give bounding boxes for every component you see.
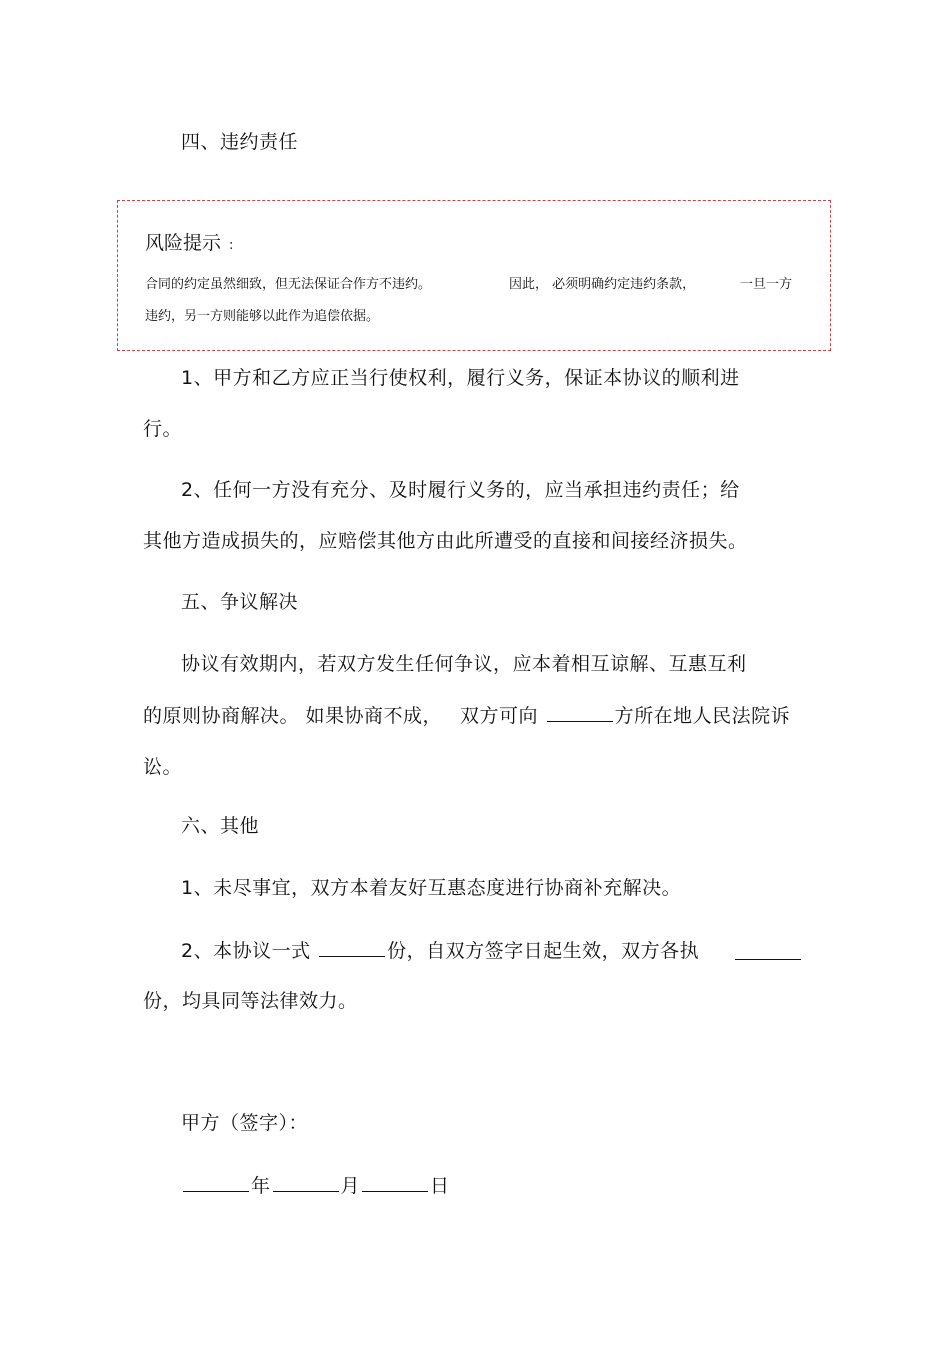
party-a-signature-label: 甲方（签字）： (181, 1112, 309, 1134)
section-5-heading: 五、争议解决 (181, 591, 299, 613)
clause-6-2a: 2、本协议一式 (181, 940, 311, 962)
clause-6-1: 1、未尽事宜，双方本着友好互惠态度进行协商补充解决。 (181, 877, 682, 899)
day-label: 日 (430, 1175, 450, 1197)
risk-tip-line-1b: 因此， 必须明确约定违约条款， (509, 277, 696, 292)
copies-total-blank[interactable] (319, 938, 385, 957)
section-4-heading: 四、违约责任 (181, 131, 299, 153)
year-blank[interactable] (183, 1173, 249, 1192)
risk-tip-line-1a: 合同的约定虽然细致，但无法保证合作方不违约。 (145, 277, 432, 292)
clause-6-2b: 份，自双方签字日起生效，双方各执 (387, 940, 700, 962)
court-location-blank[interactable] (547, 703, 613, 722)
risk-tip-title-text: 风险提示 (145, 232, 222, 254)
dispute-para-line-2a: 的原则协商解决。 如果协商不成， (143, 705, 443, 727)
copies-each-blank[interactable] (735, 941, 801, 960)
day-blank[interactable] (362, 1173, 428, 1192)
risk-tip-box (117, 200, 831, 351)
dispute-para-line-2 (143, 703, 790, 728)
month-blank[interactable] (273, 1173, 339, 1192)
year-label: 年 (251, 1175, 271, 1197)
clause-4-1-line-1: 1、甲方和乙方应正当行使权利，履行义务，保证本协议的顺利进 (181, 367, 740, 389)
risk-tip-colon: : (229, 238, 234, 253)
risk-tip-line-2: 违约，另一方则能够以此作为追偿依据。 (145, 309, 380, 324)
section-6-heading: 六、其他 (181, 815, 260, 837)
risk-tip-line-1c: 一旦一方 (740, 277, 793, 292)
clause-4-2-line-1: 2、任何一方没有充分、及时履行义务的，应当承担违约责任；给 (181, 479, 740, 501)
clause-6-2-line-1 (181, 938, 699, 963)
signature-date-line (181, 1173, 450, 1198)
month-label: 月 (340, 1175, 361, 1197)
clause-6-2-line-2: 份，均具同等法律效力。 (143, 990, 358, 1012)
dispute-para-line-1: 协议有效期内，若双方发生任何争议，应本着相互谅解、互惠互利 (181, 653, 747, 675)
clause-4-2-line-2: 其他方造成损失的，应赔偿其他方由此所遭受的直接和间接经济损失。 (143, 530, 748, 552)
clause-4-1-line-2: 行。 (143, 418, 183, 440)
risk-tip-title (145, 231, 233, 258)
dispute-para-line-3: 讼。 (143, 756, 183, 778)
dispute-para-line-2c: 方所在地人民法院诉 (614, 705, 791, 727)
dispute-para-line-2b: 双方可向 (460, 705, 539, 727)
